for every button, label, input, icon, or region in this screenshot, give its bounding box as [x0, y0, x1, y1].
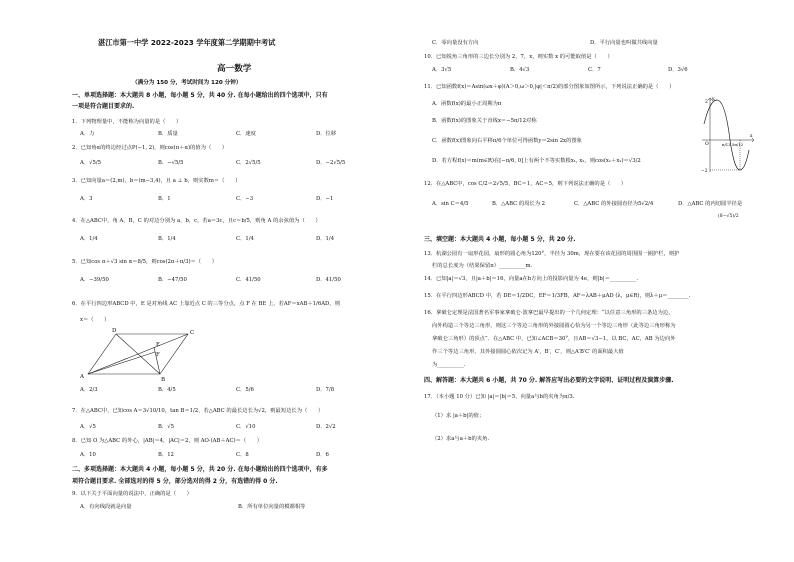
question-16: 16．拿破仑定理是法国著名军事家拿破仑·波拿巴最早提出的一个几何定理：“以任意三角形的三条边为边， [424, 310, 674, 316]
min-label: −2 [701, 169, 708, 174]
option: B．−√5/5 [158, 160, 184, 166]
question-12: 12．在△ABC中，cos C/2＝2√5/5，BC＝1，AC＝5，则下列说法正确的是（ ） [424, 181, 627, 187]
option: B．−47/50 [158, 277, 187, 283]
option: B．△ABC 的周长为 2 [492, 201, 546, 207]
label-a: A [80, 374, 84, 380]
option: A．−39/50 [80, 277, 109, 283]
tick-label-a: π/12 [722, 142, 731, 147]
question-9: 9．以下关于平面向量的说法中，正确的是（ ） [72, 491, 192, 497]
question-6: 6．在平行四边形ABCD 中，E 是对角线 AC 上靠近点 C 的三等分点，点 F 在 BE 上，若AF＝xAB＋1/6AD，则 [72, 301, 340, 307]
sine-graph-figure [700, 94, 756, 176]
question-16-cont-1: 向外构造三个等边三角形，则这三个等边三角形的外接圆圆心恰为另一个等边三角形（此等边三角形称为 [432, 323, 676, 329]
option: A．力 [80, 131, 95, 137]
label-f: F [156, 352, 160, 358]
question-9-options-cont [432, 40, 658, 47]
option: D．△ABC 的内切圆半径是 [678, 201, 743, 207]
question-11: 11．已知函数f(x)＝Asin(ωx＋φ)(A＞0,ω＞0,|φ|＜π/2)的部分图象如图所示，下列说法正确的是（ ） [424, 84, 675, 90]
section2-heading-cont: 项符合题目要求. 全部选对的得 5 分，部分选对的得 2 分，有选错的得 0 分. [72, 478, 278, 485]
segment-af [88, 352, 155, 374]
question-11-option-c: C．函数f(x)图象向右平移π/6个单位可得函数y＝2sin 2x的图象 [432, 138, 582, 144]
question-11-option-d: D．若方程f(x)＝m(m∈R)在[−π/6, 0]上有两个不等实数根x₁, x₂，则cos(x₁＋x₂)＝√3/2 [432, 158, 641, 164]
question-5: 5．已知cos α＋√3 sin α＝8/5，则cos(2α＋π/3)＝（ ） [72, 259, 217, 265]
option: A．sin C＝4/5 [432, 201, 469, 207]
question-15: 15．在平行四边形ABCD 中，若 DE＝1/2DC，EF＝1/3FB，AF＝λAB＋μAD (λ，μ∈R)，则λ＋μ＝________. [424, 293, 691, 299]
label-e: E [156, 342, 161, 348]
option: C．8 [236, 452, 249, 458]
question-16-cont-4: 为__________. [432, 362, 466, 368]
question-13: 13．杭湖公园有一扇形花园，扇形的圆心角为120°，半径为 30m，现在要在该花园的周围围一圈护栏，则护 [424, 251, 680, 257]
option: D．2√2 [316, 424, 336, 430]
question-5-options [80, 277, 341, 284]
option: D．位移 [316, 131, 337, 137]
question-13-cont: 栏的总长度为（结果保留π）__________m. [432, 263, 533, 269]
option: D．平行向量也叫做共线向量 [590, 40, 658, 46]
option: B．4√3 [510, 67, 530, 73]
option: C．5/6 [236, 387, 254, 393]
option: C．√10 [236, 424, 256, 430]
option: A．10 [80, 452, 96, 458]
option: D．1/4 [316, 236, 335, 242]
question-3: 3．已知向量a＝(2,m)，b＝(m−3,4)，且 a ⊥ b，则实数m＝（ ） [72, 178, 241, 184]
option: B．1 [158, 196, 171, 202]
option: B．√5 [158, 424, 174, 430]
question-2: 2．已知角α的终边经过点P(−1, 2)，则cos(π＋α)的值为（ ） [72, 145, 228, 151]
question-7: 7．在△ABC中，已知cos A＝3√10/10，tan B＝1/2，若△ABC 的最长边长为√2，则最短边长为（ ） [72, 408, 324, 414]
option: A．3√5 [432, 67, 452, 73]
option: B．所有单位向量的模都相等 [238, 504, 306, 510]
question-1-options [80, 131, 336, 138]
section2-heading: 二、多项选择题：本大题共 4 小题，每小题 5 分，共 20 分. 在每小题给出的四个选项中，有多 [72, 466, 328, 473]
option: A．有向线段就是向量 [80, 504, 132, 510]
y-axis-label: y [712, 97, 715, 102]
section3-heading: 三、填空题：本大题共 4 小题，每小题 5 分，共 20 分. [424, 236, 576, 243]
sine-curve [704, 100, 749, 170]
exam-note: （满分为 150 分，考试时间为 120 分钟） [132, 80, 242, 86]
option: D．6 [316, 452, 329, 458]
section1-heading: 一、单项选择题：本大题共 8 小题，每小题 5 分，共 40 分. 在每小题给出的四个选项中，只有 [72, 92, 328, 99]
question-10: 10．已知锐角三角形的三边长分别为 2，7，x，则实数 x 的可能取值是（ ） [424, 54, 613, 60]
question-6-options [80, 387, 334, 394]
diagonal-bd [116, 334, 160, 374]
option: A．√5/5 [80, 160, 102, 166]
label-c: C [190, 330, 195, 336]
question-17: 17．（本小题 10 分）已知 |a|＝|b|＝5，向量a与b的夹角为π/3. [424, 394, 575, 400]
option: D．41/50 [316, 277, 341, 283]
option: C．2√5/5 [236, 160, 261, 166]
question-17-part-1: （1）求 |a＋b|的值； [432, 413, 485, 419]
question-17-part-2: （2）求a与a＋b的夹角. [432, 436, 490, 442]
exam-title: 湛江市第一中学 2022-2023 学年度第二学期期中考试 [98, 38, 276, 47]
option: D．−2√5/5 [316, 160, 346, 166]
question-4: 4．在△ABC中，角 A，B，C 的对边分别为 a，b，c，若a＝3c，且c＝b/5，则角 A 的余弦值为（ ） [72, 218, 321, 224]
option: C．1/4 [236, 236, 254, 242]
question-12-options [432, 201, 742, 208]
option: D．7/8 [316, 387, 335, 393]
option: C．7 [588, 67, 601, 73]
label-b: B [161, 377, 166, 383]
question-9-options [80, 504, 305, 511]
option: C．41/50 [236, 277, 261, 283]
question-7-options [80, 424, 336, 431]
question-3-options [80, 196, 333, 203]
option: B．4/5 [158, 387, 176, 393]
option: A．1/4 [80, 236, 98, 242]
option: C．速度 [236, 131, 256, 137]
question-8-options [80, 452, 329, 459]
section4-heading: 四、解答题：本大题共 6 小题，共 70 分. 解答应写出必要的文字说明、证明过程及演算步骤. [424, 377, 674, 384]
origin-label: O [705, 142, 709, 147]
question-11-option-b: B．函数f(x)的图象关于直线x＝−5π/12对称 [432, 118, 537, 124]
option: D．3√6 [668, 67, 688, 73]
question-6-cont: x＝（ ） [80, 317, 110, 323]
question-14: 14．已知|a|＝√3，且|a＋b|＝16，向量a在b方向上的投影向量为 4e，则|b|＝__________. [424, 276, 639, 282]
section1-heading-cont: 一项是符合题目要求的. [72, 103, 135, 110]
option: B．12 [158, 452, 174, 458]
question-4-options [80, 236, 334, 243]
option: D．−1 [316, 196, 334, 202]
max-label: 2 [705, 100, 708, 105]
question-1: 1．下列物理量中，不能称为向量的是（ ） [72, 119, 182, 125]
option: C．△ABC 的外接圆直径为5√2/4 [574, 201, 654, 207]
question-8: 8．已知 O 为△ABC 的外心，|AB|＝4，|AC|＝2，则 AO·(AB＋AC)＝（ ） [72, 438, 263, 444]
option: A．3 [80, 196, 93, 202]
option: C．−3 [236, 196, 254, 202]
exam-subject: 高一数学 [217, 64, 252, 74]
question-10-options [432, 67, 688, 74]
parallelogram-figure [76, 326, 236, 384]
x-axis-label: x [750, 134, 753, 139]
option: A．2/3 [80, 387, 98, 393]
option: C．零向量没有方向 [432, 40, 479, 46]
question-2-options [80, 160, 345, 167]
question-16-cont-3: 作三个等边三角形，其外接圆圆心依次记为 A′，B′，C′，则△A′B′C′ 的面积最大值 [432, 349, 624, 355]
question-16-cont-2: 拿破仑三角形）的顶点”．在△ABC 中，已知∠ACB＝30°，且AB＝√3−1，以 BC，AC，AB 为边向外 [432, 336, 676, 342]
option: A．√5 [80, 424, 96, 430]
label-d: D [112, 328, 117, 334]
question-12-option-d-value: (8−√5)/2 [718, 214, 739, 219]
tick-label-b: 5π/12 [732, 142, 744, 147]
question-11-option-a: A．函数f(x)的最小正周期为π [432, 101, 502, 107]
option: B．1/4 [158, 236, 176, 242]
option: B．质量 [158, 131, 178, 137]
